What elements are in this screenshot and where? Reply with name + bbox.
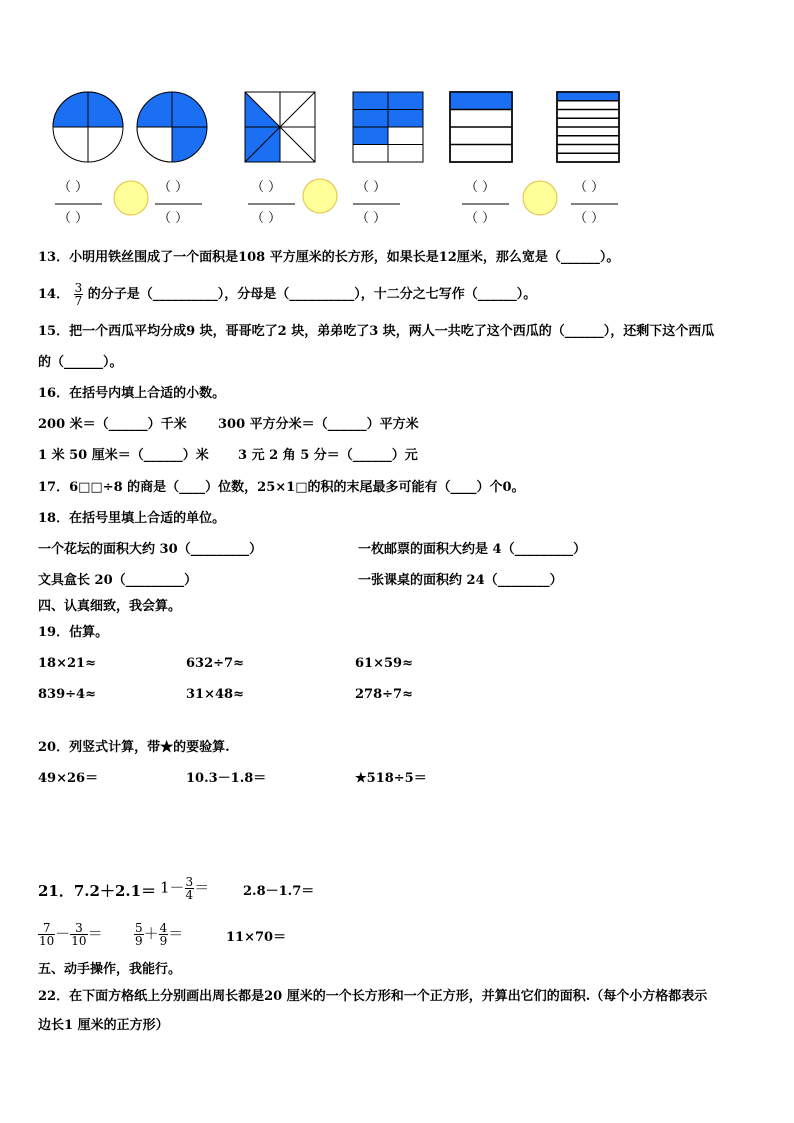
section-4-heading: 四、认真细致，我会算。 bbox=[38, 599, 182, 614]
fraction-3-7: $\frac{3}{7}$ bbox=[74, 281, 83, 308]
question-21-d: $\frac{7}{10}$ － $\frac{3}{10}$ ＝ bbox=[39, 921, 103, 948]
blank-3-den[interactable]: （ ） bbox=[251, 211, 282, 226]
blank-5-num[interactable]: （ ） bbox=[465, 180, 496, 195]
blank-2-num[interactable]: （ ） bbox=[158, 180, 189, 195]
answer-blanks bbox=[55, 179, 618, 215]
circle-1-shaded-quarter bbox=[53, 92, 88, 127]
question-21-f: 11×70＝ bbox=[226, 930, 287, 945]
estimate-item: 61×59≈ bbox=[355, 656, 413, 671]
question-22-line-2: 边长1 厘米的正方形） bbox=[38, 1018, 169, 1033]
vertical-calc-item: 10.3－1.8＝ bbox=[186, 771, 267, 786]
blank-6-den[interactable]: （ ） bbox=[574, 211, 605, 226]
circle-figure-2 bbox=[137, 92, 207, 162]
vertical-calc-item: 49×26＝ bbox=[38, 771, 99, 786]
question-16-d: 3 元 2 角 5 分＝（______）元 bbox=[238, 448, 418, 463]
circle-2-unshaded-quarter bbox=[137, 127, 172, 162]
fraction-figures bbox=[0, 0, 794, 240]
compare-circle-3 bbox=[523, 181, 557, 215]
fraction-5-9: $\frac{5}{9}$ bbox=[135, 921, 143, 948]
estimate-item: 31×48≈ bbox=[186, 687, 244, 702]
question-21-a: 21．7.2＋2.1＝ bbox=[38, 882, 157, 900]
question-16-b: 300 平方分米＝（______）平方米 bbox=[218, 417, 419, 432]
fraction-4-9: $\frac{4}{9}$ bbox=[159, 921, 168, 948]
fraction-7-10: $\frac{7}{10}$ bbox=[39, 921, 55, 948]
question-18-b: 一枚邮票的面积大约是 4（_________） bbox=[358, 542, 587, 557]
blank-6-num[interactable]: （ ） bbox=[574, 180, 605, 195]
vertical-calc-item: ★518÷5＝ bbox=[355, 771, 427, 786]
circle-figure-1 bbox=[53, 92, 123, 162]
question-21-c: 2.8－1.7＝ bbox=[243, 884, 315, 899]
question-13: 13．小明用铁丝围成了一个面积是108 平方厘米的长方形，如果长是12厘米，那么宽是（______）。 bbox=[38, 250, 620, 265]
fraction-3-10: $\frac{3}{10}$ bbox=[71, 921, 87, 948]
question-18-title: 18．在括号里填上合适的单位。 bbox=[38, 511, 226, 526]
compare-circle-2 bbox=[303, 179, 337, 213]
blank-1-num[interactable]: （ ） bbox=[58, 180, 89, 195]
blank-4-num[interactable]: （ ） bbox=[356, 180, 387, 195]
blank-5-den[interactable]: （ ） bbox=[465, 211, 496, 226]
compare-circle-1 bbox=[114, 181, 148, 215]
question-15-line-2: 的（______）。 bbox=[38, 355, 123, 370]
question-19-title: 19．估算。 bbox=[38, 625, 109, 640]
blank-3-num[interactable]: （ ） bbox=[251, 180, 282, 195]
strip-figure-2 bbox=[557, 92, 619, 162]
question-16-c: 1 米 50 厘米＝（______）米 bbox=[38, 448, 209, 463]
question-21-b: 1－ $\frac{3}{4}$ ＝ bbox=[160, 875, 210, 902]
estimate-item: 18×21≈ bbox=[38, 656, 96, 671]
question-18-d: 一张课桌的面积约 24（________） bbox=[358, 573, 563, 588]
question-17: 17．6□□÷8 的商是（____）位数，25×1□的积的末尾最多可能有（____）个0。 bbox=[38, 480, 525, 495]
estimate-item: 278÷7≈ bbox=[355, 687, 413, 702]
estimate-item: 839÷4≈ bbox=[38, 687, 96, 702]
section-5-heading: 五、动手操作，我能行。 bbox=[38, 962, 182, 977]
question-14: 14． $\frac{3}{7}$ 的分子是（__________），分母是（__________），十二分之七写作（______）。 bbox=[38, 281, 537, 308]
blank-1-den[interactable]: （ ） bbox=[58, 211, 89, 226]
blank-2-den[interactable]: （ ） bbox=[158, 211, 189, 226]
question-16-title: 16．在括号内填上合适的小数。 bbox=[38, 386, 226, 401]
question-18-c: 文具盒长 20（_________） bbox=[38, 573, 198, 588]
blank-4-den[interactable]: （ ） bbox=[356, 211, 387, 226]
square-triangles-figure bbox=[245, 92, 315, 162]
question-16-a: 200 米＝（______）千米 bbox=[38, 417, 187, 432]
grid-figure bbox=[353, 92, 423, 162]
fraction-3-4: $\frac{3}{4}$ bbox=[185, 875, 194, 902]
estimate-item: 632÷7≈ bbox=[186, 656, 244, 671]
question-18-a: 一个花坛的面积大约 30（_________） bbox=[38, 542, 263, 557]
strip-figure-1 bbox=[450, 92, 512, 162]
question-15-line-1: 15．把一个西瓜平均分成9 块，哥哥吃了2 块，弟弟吃了3 块，两人一共吃了这个西瓜的（______），还剩下这个西瓜 bbox=[38, 324, 715, 339]
question-22-line-1: 22．在下面方格纸上分别画出周长都是20 厘米的一个长方形和一个正方形，并算出它们的面积.（每个小方格都表示 bbox=[38, 989, 708, 1004]
question-21-e: $\frac{5}{9}$ ＋ $\frac{4}{9}$ ＝ bbox=[135, 921, 184, 948]
question-20-title: 20．列竖式计算，带★的要验算. bbox=[38, 740, 230, 755]
